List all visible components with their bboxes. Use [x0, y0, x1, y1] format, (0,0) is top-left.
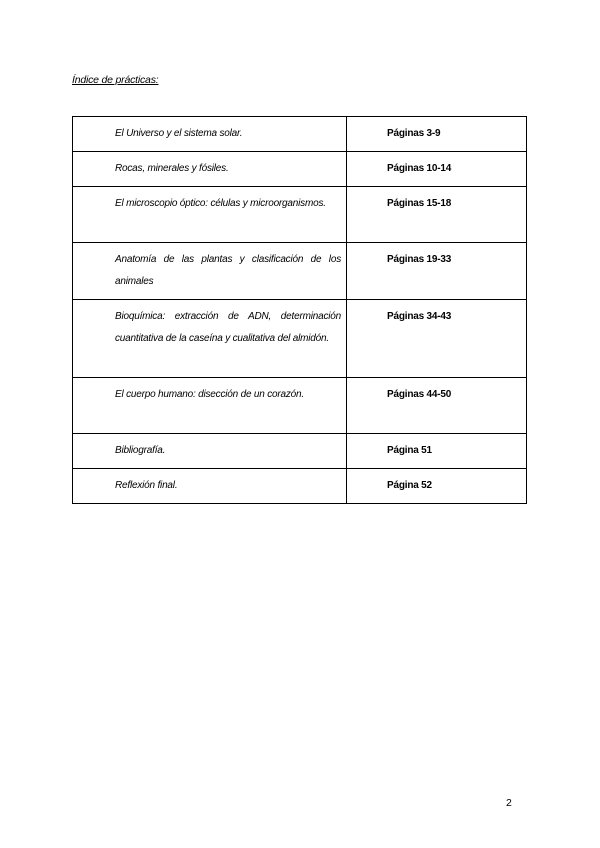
page-range-cell: Páginas 44-50 — [347, 378, 527, 434]
page-range-cell: Páginas 3-9 — [347, 117, 527, 152]
topic-cell: El microscopio óptico: células y microorganismos. — [73, 187, 347, 243]
table-row — [73, 187, 527, 243]
topic-cell: El Universo y el sistema solar. — [73, 117, 347, 152]
practices-index-table — [72, 116, 527, 504]
page-range-cell: Páginas 19-33 — [347, 243, 527, 300]
topic-cell: Reflexión final. — [73, 469, 347, 504]
table-row — [73, 434, 527, 469]
topic-cell: Bioquímica: extracción de ADN, determinación cuantitativa de la caseína y cualitativa del almidón. — [73, 300, 347, 378]
page-number: 2 — [506, 797, 512, 809]
table-row — [73, 243, 527, 300]
topic-cell: Anatomía de las plantas y clasificación de los animales — [73, 243, 347, 300]
topic-cell: El cuerpo humano: disección de un corazón. — [73, 378, 347, 434]
table-row — [73, 152, 527, 187]
page-range-cell: Páginas 10-14 — [347, 152, 527, 187]
topic-cell: Rocas, minerales y fósiles. — [73, 152, 347, 187]
index-heading: Índice de prácticas: — [72, 74, 159, 86]
page-range-cell: Página 52 — [347, 469, 527, 504]
table-row — [73, 117, 527, 152]
page-range-cell: Página 51 — [347, 434, 527, 469]
table-row — [73, 378, 527, 434]
table-row — [73, 469, 527, 504]
table-row — [73, 300, 527, 378]
page-range-cell: Páginas 34-43 — [347, 300, 527, 378]
topic-cell: Bibliografía. — [73, 434, 347, 469]
page-range-cell: Páginas 15-18 — [347, 187, 527, 243]
